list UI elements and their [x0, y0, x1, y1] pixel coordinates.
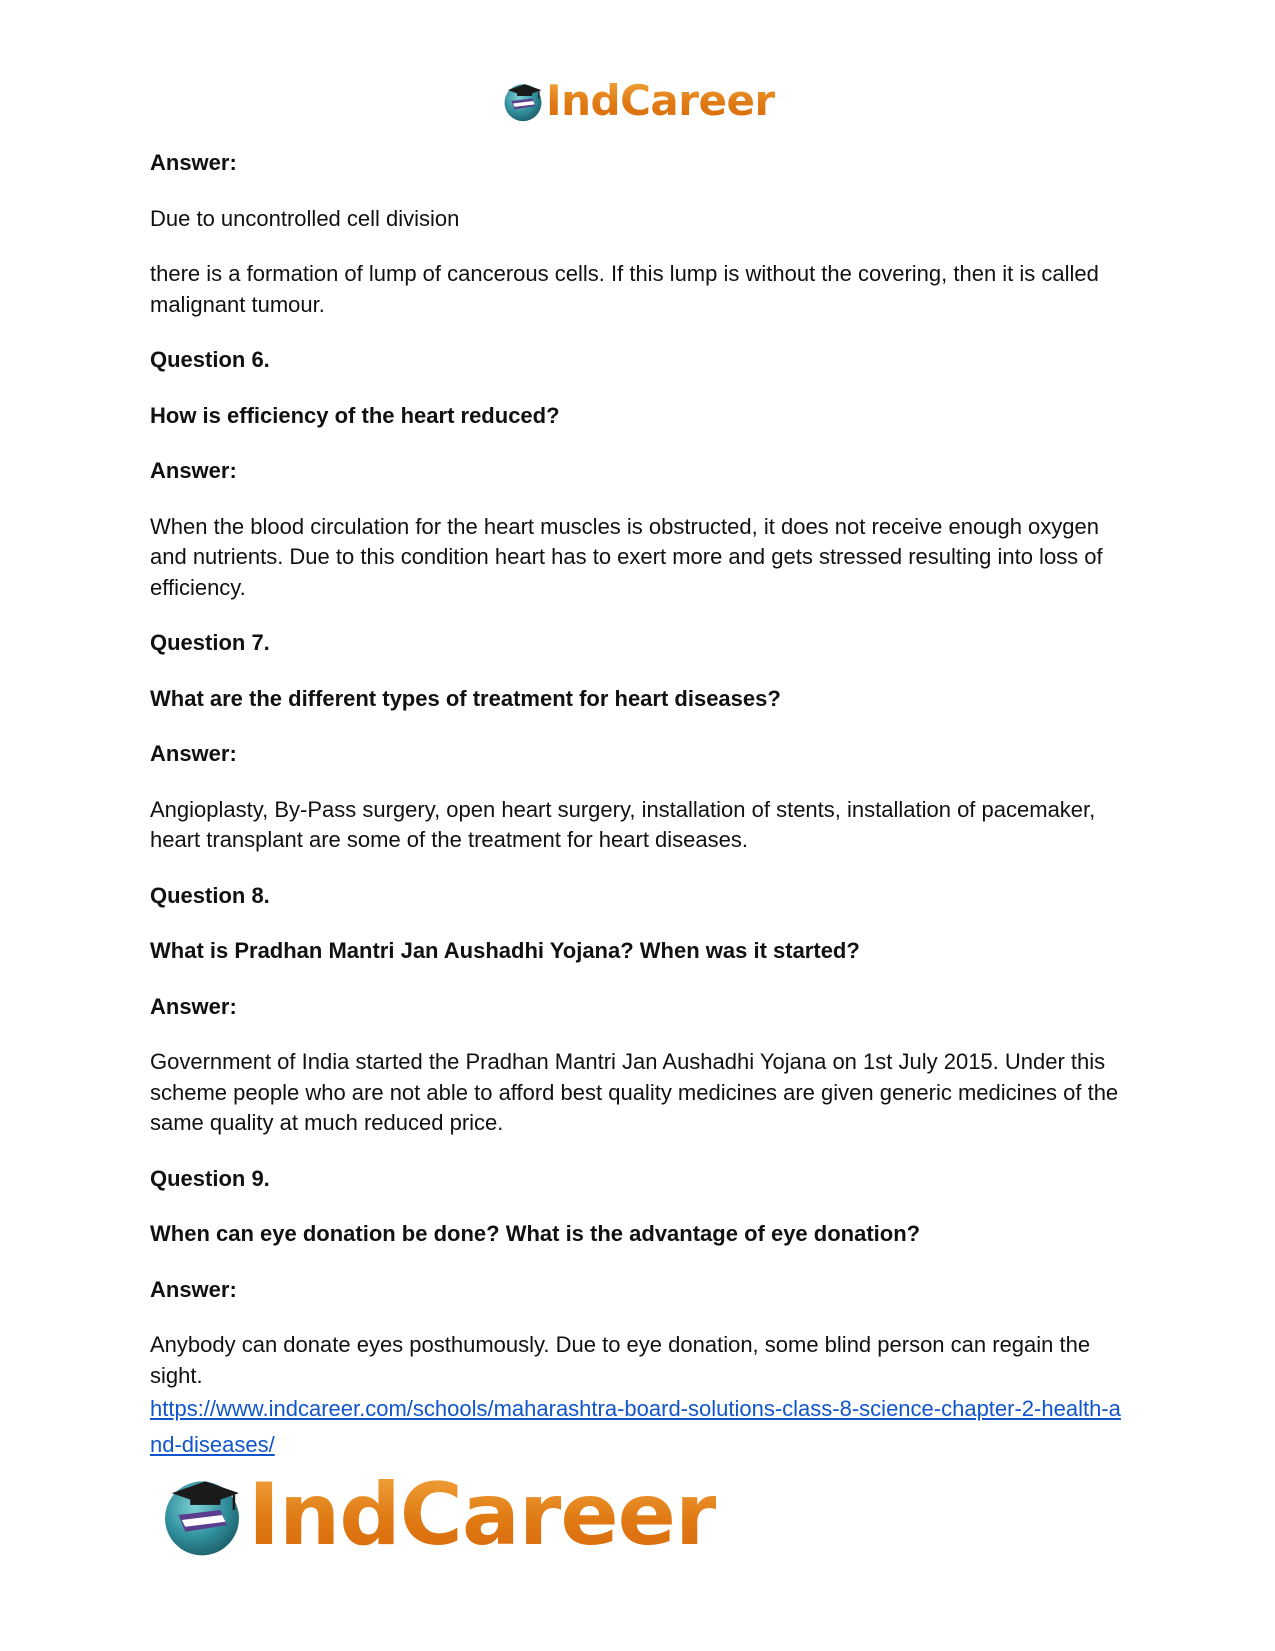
question-text: What are the different types of treatment for heart diseases?	[150, 685, 781, 711]
answer-text: When the blood circulation for the heart muscles is obstructed, it does not receive enough oxygen and nutrients. Due to this condition heart has to exert more and gets stressed resulting into loss of efficiency.	[150, 513, 1103, 600]
document-body	[150, 148, 1130, 1463]
footer-logo	[160, 1465, 717, 1565]
answer-text: Government of India started the Pradhan Mantri Jan Aushadhi Yojana on 1st July 2015. Under this scheme people who are not able to afford best quality medicines are given generic medicines of the same quality at much reduced price.	[150, 1049, 1119, 1135]
header-logo	[502, 76, 775, 125]
question-number: Question 6.	[150, 347, 270, 372]
question-number: Question 9.	[150, 1165, 270, 1191]
answer-label: Answer:	[150, 741, 237, 766]
question-text: When can eye donation be done? What is the advantage of eye donation?	[150, 1221, 921, 1246]
source-link[interactable]: https://www.indcareer.com/schools/maharashtra-board-solutions-class-8-science-chapter-2-health-and-diseases/	[150, 1396, 1121, 1457]
graduation-cap-globe-icon	[160, 1473, 244, 1557]
answer-text: Due to uncontrolled cell division	[150, 205, 460, 231]
question-text: How is efficiency of the heart reduced?	[150, 402, 560, 428]
answer-label: Answer:	[150, 1276, 237, 1302]
question-number: Question 8.	[150, 882, 270, 908]
question-text: What is Pradhan Mantri Jan Aushadhi Yojana? When was it started?	[150, 938, 860, 963]
answer-label: Answer:	[150, 458, 237, 483]
answer-label: Answer:	[150, 993, 237, 1019]
answer-text: Anybody can donate eyes posthumously. Due to eye donation, some blind person can regain the sight.	[150, 1332, 1091, 1388]
graduation-cap-globe-icon	[502, 80, 544, 122]
brand-wordmark: IndCareer	[546, 76, 775, 125]
question-number: Question 7.	[150, 630, 270, 655]
brand-wordmark: IndCareer	[248, 1465, 717, 1565]
answer-label: Answer:	[150, 150, 237, 175]
answer-text: Angioplasty, By-Pass surgery, open heart surgery, installation of stents, installation of pacemaker, heart transplant are some of the treatment for heart diseases.	[150, 796, 1096, 852]
answer-text: there is a formation of lump of cancerous cells. If this lump is without the covering, then it is called malignant tumour.	[150, 261, 1099, 317]
